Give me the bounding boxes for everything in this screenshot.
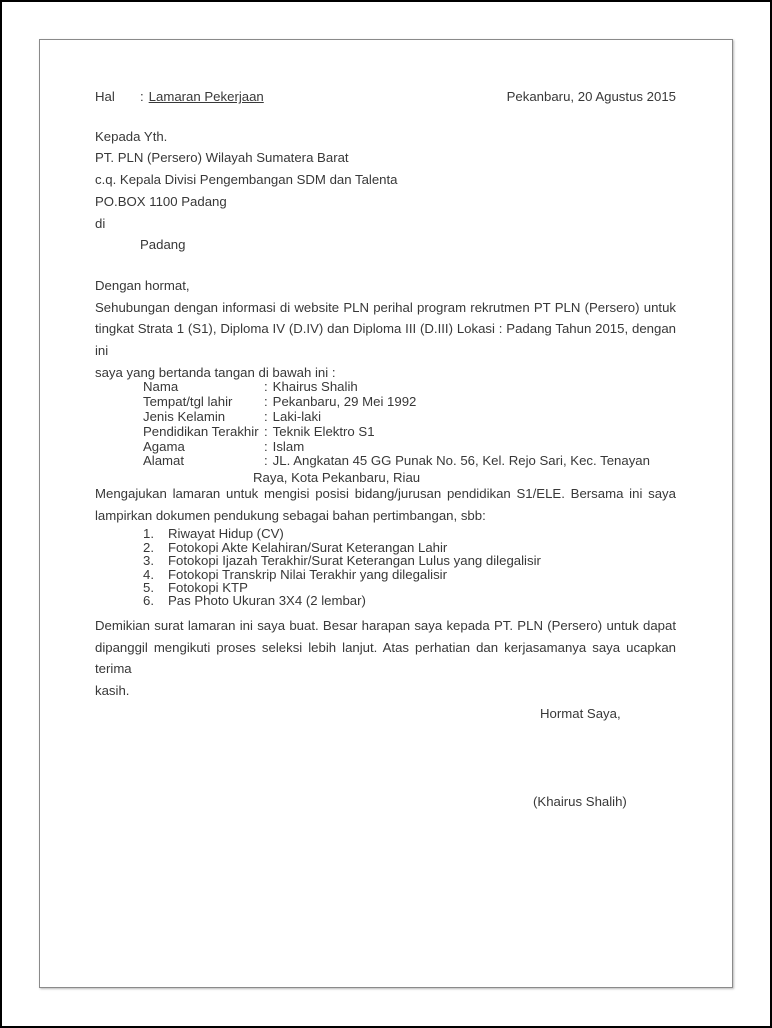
data-value: Khairus Shalih <box>272 379 358 395</box>
subject-line <box>95 86 264 108</box>
data-value: Pekanbaru, 29 Mei 1992 <box>272 394 417 410</box>
attachment-text: Fotokopi Akte Kelahiran/Surat Keterangan Lahir <box>168 539 448 555</box>
data-row-nama <box>95 380 676 395</box>
data-row-tempat-tgl-lahir <box>95 395 676 410</box>
opening-paragraph <box>95 297 676 384</box>
subject-text: Lamaran Pekerjaan <box>148 89 264 104</box>
recipient-pobox: PO.BOX 1100 Padang <box>95 193 227 209</box>
data-separator: : <box>264 423 268 439</box>
paragraph-line: kasih. <box>95 682 130 698</box>
recipient-block <box>95 126 676 256</box>
attachment-number: 5. <box>143 580 154 596</box>
paragraph-line: Mengajukan lamaran untuk mengisi posisi bidang/jurusan pendidikan S1/ELE. Bersama ini saya <box>95 486 676 502</box>
data-row-agama <box>95 440 676 455</box>
data-label: Jenis Kelamin <box>143 409 226 425</box>
paragraph-line: saya yang bertanda tangan di bawah ini : <box>95 364 336 380</box>
attachment-item <box>95 554 676 567</box>
data-row-alamat <box>95 454 676 469</box>
data-separator: : <box>264 453 268 469</box>
greeting: Dengan hormat, <box>95 277 190 293</box>
address-continuation: Raya, Kota Pekanbaru, Riau <box>253 470 421 486</box>
data-value: Laki-laki <box>272 409 322 425</box>
subject-label: Hal <box>95 89 115 104</box>
personal-data-list <box>95 380 676 486</box>
attachment-item <box>95 541 676 554</box>
letter-content <box>40 40 732 813</box>
attachment-text: Fotokopi Ijazah Terakhir/Surat Keterangan Lulus yang dilegalisir <box>168 553 541 569</box>
attachment-number: 3. <box>143 553 154 569</box>
data-separator: : <box>264 409 268 425</box>
data-separator: : <box>264 394 268 410</box>
data-separator: : <box>264 438 268 454</box>
signature-name: (Khairus Shalih) <box>533 794 627 810</box>
attachment-text: Fotokopi Transkrip Nilai Terakhir yang dilegalisir <box>168 566 448 582</box>
recipient-attention: c.q. Kepala Divisi Pengembangan SDM dan Talenta <box>95 172 398 188</box>
paragraph-line: lampirkan dokumen pendukung sebagai bahan pertimbangan, sbb: <box>95 507 486 523</box>
application-paragraph <box>95 483 676 526</box>
attachment-item <box>95 568 676 581</box>
paragraph-line: Sehubungan dengan informasi di website PLN perihal program rekrutmen PT PLN (Persero) untuk <box>95 299 676 315</box>
closing-salutation: Hormat Saya, <box>540 705 621 721</box>
attachment-item <box>95 527 676 540</box>
data-label: Nama <box>143 379 179 395</box>
attachment-text: Fotokopi KTP <box>168 580 248 596</box>
data-value: Teknik Elektro S1 <box>272 423 375 439</box>
attachment-number: 6. <box>143 593 154 609</box>
attachment-text: Riwayat Hidup (CV) <box>168 526 284 542</box>
recipient-city: Padang <box>140 237 186 253</box>
attachment-text: Pas Photo Ukuran 3X4 (2 lembar) <box>168 593 366 609</box>
recipient-salutation: Kepada Yth. <box>95 128 168 144</box>
attachment-number: 1. <box>143 526 154 542</box>
attachment-item <box>95 581 676 594</box>
data-row-pendidikan <box>95 425 676 440</box>
data-value: JL. Angkatan 45 GG Punak No. 56, Kel. Rejo Sari, Kec. Tenayan <box>272 453 650 469</box>
data-label: Tempat/tgl lahir <box>143 394 233 410</box>
recipient-company: PT. PLN (Persero) Wilayah Sumatera Barat <box>95 150 349 166</box>
attachments-list <box>95 527 676 607</box>
data-separator: : <box>264 379 268 395</box>
letter-border-frame <box>39 39 733 988</box>
recipient-di: di <box>95 215 106 231</box>
attachment-number: 4. <box>143 566 154 582</box>
closing-paragraph <box>95 615 676 702</box>
data-label: Alamat <box>143 453 185 469</box>
paragraph-line: Demikian surat lamaran ini saya buat. Besar harapan saya kepada PT. PLN (Persero) untuk dapat <box>95 617 676 633</box>
date-place: Pekanbaru, 20 Agustus 2015 <box>506 89 676 104</box>
subject-date-row <box>95 86 676 108</box>
paragraph-line: tingkat Strata 1 (S1), Diploma IV (D.IV) dan Diploma III (D.III) Lokasi : Padang Tahun 2015, dengan ini <box>95 321 676 359</box>
paragraph-line: dipanggil mengikuti proses seleksi lebih lanjut. Atas perhatian dan kerjasamanya saya ucapkan terima <box>95 639 676 677</box>
data-row-jenis-kelamin <box>95 410 676 425</box>
data-label: Agama <box>143 438 185 454</box>
data-label: Pendidikan Terakhir <box>143 423 259 439</box>
subject-separator: : <box>140 89 144 104</box>
data-value: Islam <box>272 438 305 454</box>
attachment-item <box>95 594 676 607</box>
attachment-number: 2. <box>143 539 154 555</box>
